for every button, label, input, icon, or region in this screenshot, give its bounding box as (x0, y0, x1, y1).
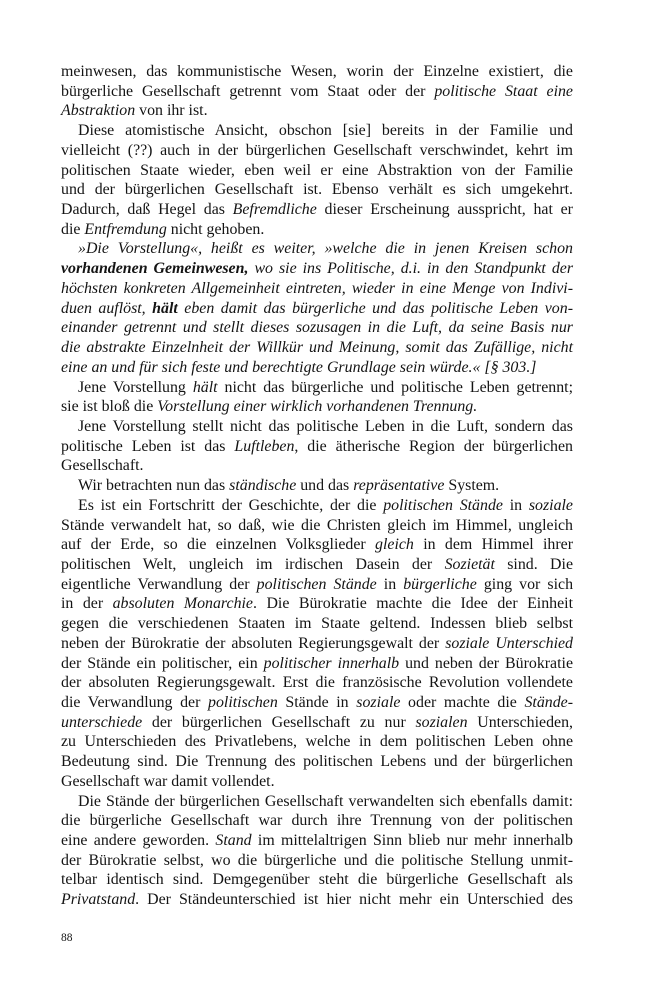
text-run: politische Leben ist das (61, 437, 235, 455)
text-run: und neben der Bürokratie (399, 654, 573, 672)
text-run: Stände in (277, 694, 357, 711)
text-run: dieser Erscheinung ausspricht, hat er (316, 201, 573, 219)
text-run-emphasis: Stände- (524, 694, 574, 711)
text-line (61, 535, 573, 555)
text-line (61, 180, 573, 200)
text-run-emphasis: vorhandenen Gemeinwesen, (61, 260, 249, 278)
text-run-emphasis: Privatstand (61, 891, 136, 909)
text-run-emphasis: soziale (528, 496, 573, 514)
text-run-emphasis: unterschiede (61, 713, 143, 731)
text-run-emphasis: Befremdliche (232, 201, 317, 219)
text-run-emphasis: Sozietät (444, 555, 495, 573)
body-text (61, 62, 573, 910)
text-run: System. (444, 477, 500, 495)
text-line (61, 496, 573, 516)
text-run: Stände verwandelt hat, so daß, wie die Christen gleich im Himmel, ungleich (61, 516, 573, 534)
text-line (61, 279, 573, 299)
text-line (61, 792, 573, 812)
text-line (61, 358, 573, 378)
text-run: und der bürgerlichen Gesellschaft ist. Ebenso verhält es sich umgekehrt. (61, 181, 573, 199)
text-run: Dadurch, daß Hegel das (61, 201, 233, 219)
text-run-emphasis: politische Staat eine (434, 82, 573, 100)
text-run: in dem Himmel ihrer (413, 536, 573, 554)
text-run-emphasis: Vorstellung einer wirklich vorhandenen Trennung. (157, 398, 478, 416)
text-run-emphasis: sozialen (415, 713, 468, 731)
text-run: Diese atomistische Ansicht, obschon [sie] bereits in der Familie und (78, 122, 573, 140)
text-run: in der (61, 595, 113, 613)
text-line (61, 594, 573, 614)
text-line (61, 870, 573, 890)
text-run: in (376, 575, 404, 593)
text-run: sie ist bloß die (61, 398, 158, 416)
text-run: Jene Vorstellung (78, 378, 193, 396)
text-line (61, 713, 573, 733)
text-run: der Stände ein politischer, ein (61, 654, 264, 672)
text-run-emphasis: ständische (229, 477, 297, 495)
text-line (61, 555, 573, 575)
text-run-emphasis: »Die Vorstellung«, heißt es weiter, »welche die in jenen Kreisen schon (78, 240, 573, 258)
text-run-emphasis: Stand (215, 832, 252, 850)
text-run: telbar identisch sind. Demgegenüber steht die bürgerliche Gesellschaft als (61, 871, 573, 889)
text-line (61, 890, 573, 910)
text-run: eine andere geworden. (61, 832, 216, 850)
text-run: neben der Bürokratie der absoluten Regierungsgewalt der (61, 634, 446, 652)
text-line (61, 634, 573, 654)
text-run-emphasis: einander getrennt und stellt dieses sozusagen in die Luft, da seine Basis nur (61, 319, 573, 337)
text-run: Unterschieden, (467, 713, 573, 731)
text-run: nicht das bürgerliche und politische Leben getrennt; (217, 378, 574, 396)
text-run-emphasis: wo sie ins Politische, d.i. in den Standpunkt der (248, 260, 573, 278)
text-run-emphasis: politischen (208, 694, 278, 711)
text-run-emphasis: Abstraktion (61, 102, 136, 120)
text-line (61, 456, 573, 476)
text-run: gegen die verschiedenen Staaten im Staate geltend. Indessen blieb selbst (61, 615, 573, 633)
text-run: Die Stände der bürgerlichen Gesellschaft verwandelten sich ebenfalls damit: (78, 792, 573, 810)
text-run: , die ätherische Region der bürgerlichen (294, 437, 573, 455)
text-run-emphasis: bürgerliche (403, 575, 477, 593)
text-run: der bürgerlichen Gesellschaft zu nur (142, 713, 416, 731)
text-run: nicht gehoben. (166, 220, 265, 238)
text-line (61, 121, 573, 141)
text-line (61, 831, 573, 851)
text-run: auf der Erde, so die einzelnen Volksglieder (61, 536, 376, 554)
text-run: politischen Staate wieder, eben weil er eine Abstraktion von der Familie (61, 161, 573, 179)
text-run: . Der Ständeunterschied ist hier nicht mehr ein Unterschied des (135, 891, 573, 909)
text-run-emphasis: gleich (375, 536, 414, 554)
text-run: der absoluten Regierungsgewalt. Erst die französische Revolution vollendete (61, 674, 573, 692)
text-line (61, 851, 573, 871)
text-run: politischen Welt, ungleich im irdischen Dasein der (61, 555, 445, 573)
text-line (61, 732, 573, 752)
text-line (61, 476, 573, 496)
text-run-emphasis: politischen Stände (383, 496, 503, 514)
text-run: Jene Vorstellung stellt nicht das politische Leben in die Luft, sondern das (78, 417, 573, 435)
text-line (61, 614, 573, 634)
text-line (61, 239, 573, 259)
text-run: Wir betrachten nun das (78, 477, 230, 495)
text-run: die (61, 220, 85, 238)
text-run-emphasis: höchsten konkreten Allgemeinheit eintreten, wieder in eine Menge von Indivi- (61, 279, 573, 297)
text-run-emphasis: eine an und für sich feste und berechtigte Grundlage sein würde.« [§ 303.] (61, 358, 537, 376)
text-line (61, 397, 573, 417)
text-run-emphasis: eben damit das bürgerliche und das politische Leben von- (177, 299, 573, 317)
text-run-emphasis: die abstrakte Einzelnheit der Willkür und Meinung, somit das Zufällige, nicht (61, 339, 573, 357)
text-run-emphasis: Entfremdung (84, 220, 167, 238)
text-line (61, 437, 573, 457)
text-line (61, 417, 573, 437)
text-run-emphasis: soziale Unterschied (445, 634, 573, 652)
text-run-emphasis: hält (192, 378, 218, 396)
page-number: 88 (61, 932, 73, 944)
text-line (61, 62, 573, 82)
text-line (61, 752, 573, 772)
text-run: vielleicht (??) auch in der bürgerlichen Gesellschaft verschwindet, kehrt im (61, 141, 573, 159)
text-run: sind. Die (494, 555, 573, 573)
text-line (61, 378, 573, 398)
text-run-emphasis: absoluten Monarchie (112, 595, 253, 613)
text-run: eigentliche Verwandlung der (61, 575, 257, 593)
text-run: Bedeutung sind. Die Trennung des politischen Lebens und der bürgerlichen (61, 753, 573, 771)
text-run-emphasis: Luftleben (234, 437, 295, 455)
text-run: von ihr ist. (135, 102, 208, 120)
text-run-emphasis: politischen Stände (256, 575, 377, 593)
text-line (61, 220, 573, 240)
text-run-emphasis: hält (152, 299, 178, 317)
text-line (61, 259, 573, 279)
text-run-emphasis: soziale (356, 694, 401, 711)
text-run: im mittelaltrigen Sinn blieb nur mehr innerhalb (251, 832, 573, 850)
text-run: die Verwandlung der (61, 694, 209, 711)
text-line (61, 654, 573, 674)
text-line (61, 161, 573, 181)
text-line (61, 673, 573, 693)
text-run: Gesellschaft. (61, 457, 144, 475)
text-line (61, 299, 573, 319)
text-run: Es ist ein Fortschritt der Geschichte, der die (78, 496, 384, 514)
text-run: oder machte die (400, 694, 525, 711)
text-run-emphasis: repräsentative (353, 477, 445, 495)
text-run: Gesellschaft war damit vollendet. (61, 772, 275, 790)
text-run: und das (296, 477, 354, 495)
text-line (61, 575, 573, 595)
text-run: der Bürokratie selbst, wo die bürgerliche und die politische Stellung unmit- (61, 851, 573, 869)
text-run: meinwesen, das kommunistische Wesen, worin der Einzelne existiert, die (61, 63, 573, 80)
text-line (61, 338, 573, 358)
text-run: bürgerliche Gesellschaft getrennt vom Staat oder der (61, 82, 435, 100)
text-line (61, 693, 573, 713)
text-run-emphasis: duen auflöst, (61, 299, 153, 317)
text-line (61, 101, 573, 121)
text-run: zu Unterschieden des Privatlebens, welche in dem politischen Leben ohne (61, 733, 573, 751)
text-line (61, 811, 573, 831)
text-line (61, 82, 573, 102)
text-run: ging vor sich (476, 575, 574, 593)
text-run: . Die Bürokratie machte die Idee der Einheit (253, 595, 573, 613)
text-run: in (502, 496, 529, 514)
text-line (61, 516, 573, 536)
text-run-emphasis: politischer innerhalb (263, 654, 400, 672)
text-line (61, 318, 573, 338)
text-line (61, 772, 573, 792)
text-line (61, 141, 573, 161)
text-run: die bürgerliche Gesellschaft war durch ihre Trennung von der politischen (61, 812, 573, 830)
text-line (61, 200, 573, 220)
